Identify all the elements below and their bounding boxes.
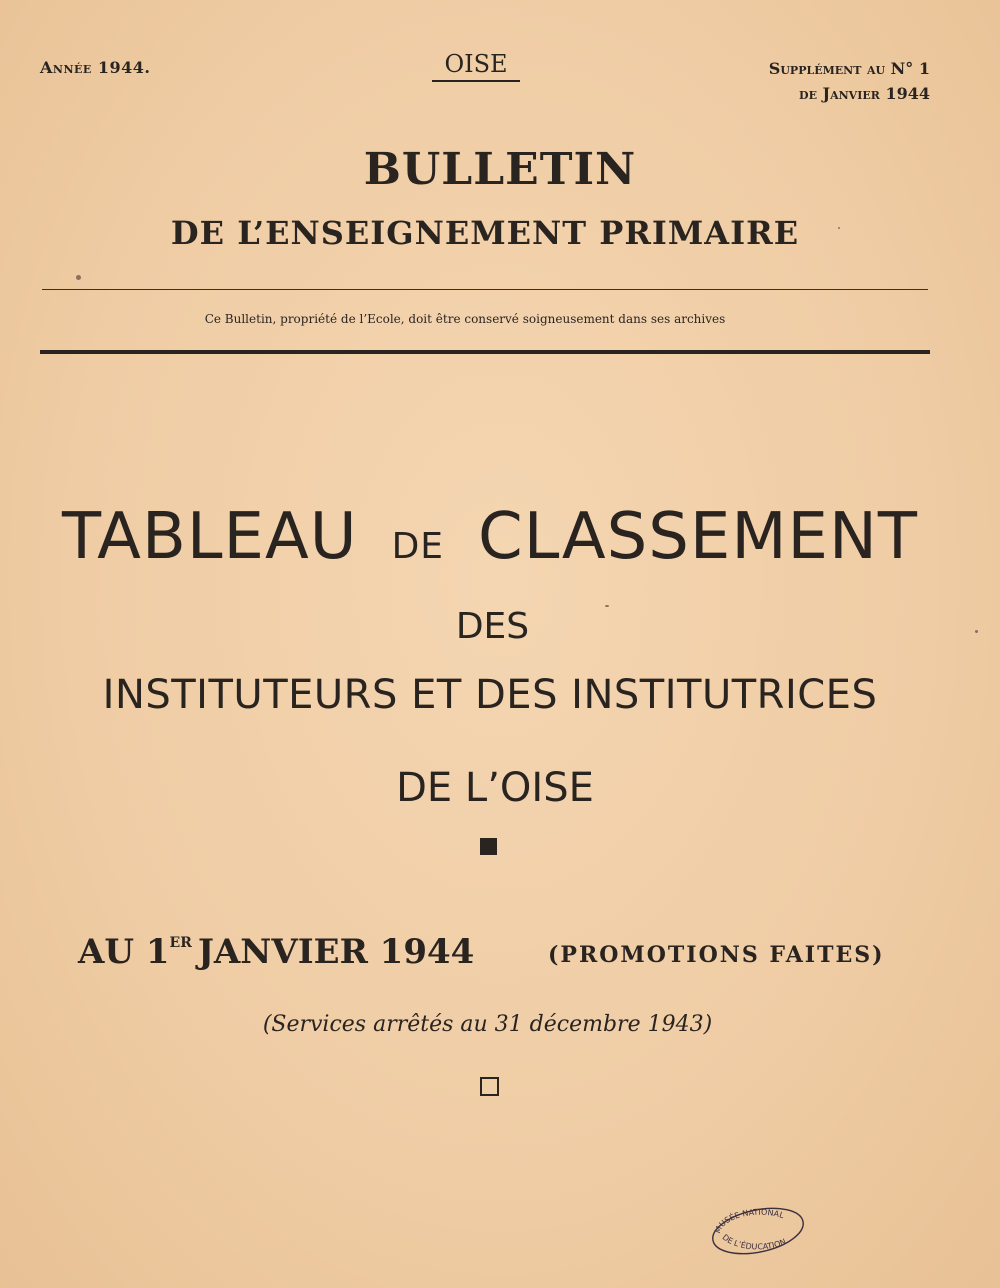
main-title-word-classement: CLASSEMENT <box>478 500 918 574</box>
supplement-info <box>769 56 930 106</box>
main-title-word-de: DE <box>391 526 445 567</box>
paper-speck <box>838 227 840 229</box>
paper-speck <box>605 605 609 607</box>
stamp-bottom-text: DE L’ÉDUCATION <box>720 1232 788 1252</box>
year-label: Année 1944. <box>40 58 151 77</box>
promotions-note: (PROMOTIONS FAITES) <box>548 942 885 968</box>
stamp-top-text: MUSÉE NATIONAL <box>713 1207 786 1235</box>
date-ordinal-suffix: ER <box>169 935 192 951</box>
supplement-date: de Janvier 1944 <box>799 84 930 103</box>
main-title <box>0 500 980 574</box>
subtitle-des: DES <box>455 606 530 647</box>
services-note: (Services arrêtés au 31 décembre 1943) <box>262 1012 713 1037</box>
empty-square-ornament <box>480 1077 499 1096</box>
subtitle-instituteurs: INSTITUTEURS ET DES INSTITUTRICES <box>102 672 878 718</box>
subtitle-oise: DE L’OISE <box>396 765 594 811</box>
paper-speck <box>76 275 81 280</box>
thick-divider <box>40 350 930 354</box>
bulletin-subtitle: DE L’ENSEIGNEMENT PRIMAIRE <box>170 214 800 252</box>
paper-speck <box>975 630 978 633</box>
thin-divider <box>42 289 928 290</box>
main-title-word-tableau: TABLEAU <box>62 500 358 574</box>
date-month-year: JANVIER 1944 <box>197 932 475 972</box>
bulletin-title: BULLETIN <box>363 144 637 195</box>
museum-stamp <box>708 1204 808 1256</box>
date-prefix: AU 1 <box>78 932 170 972</box>
department-title: OISE <box>432 50 520 82</box>
filled-square-ornament <box>480 838 497 855</box>
supplement-number: Supplément au N° 1 <box>768 59 930 78</box>
date-heading <box>78 932 474 972</box>
archive-notice: Ce Bulletin, propriété de l’Ecole, doit être conservé soigneusement dans ses archives <box>204 312 726 326</box>
